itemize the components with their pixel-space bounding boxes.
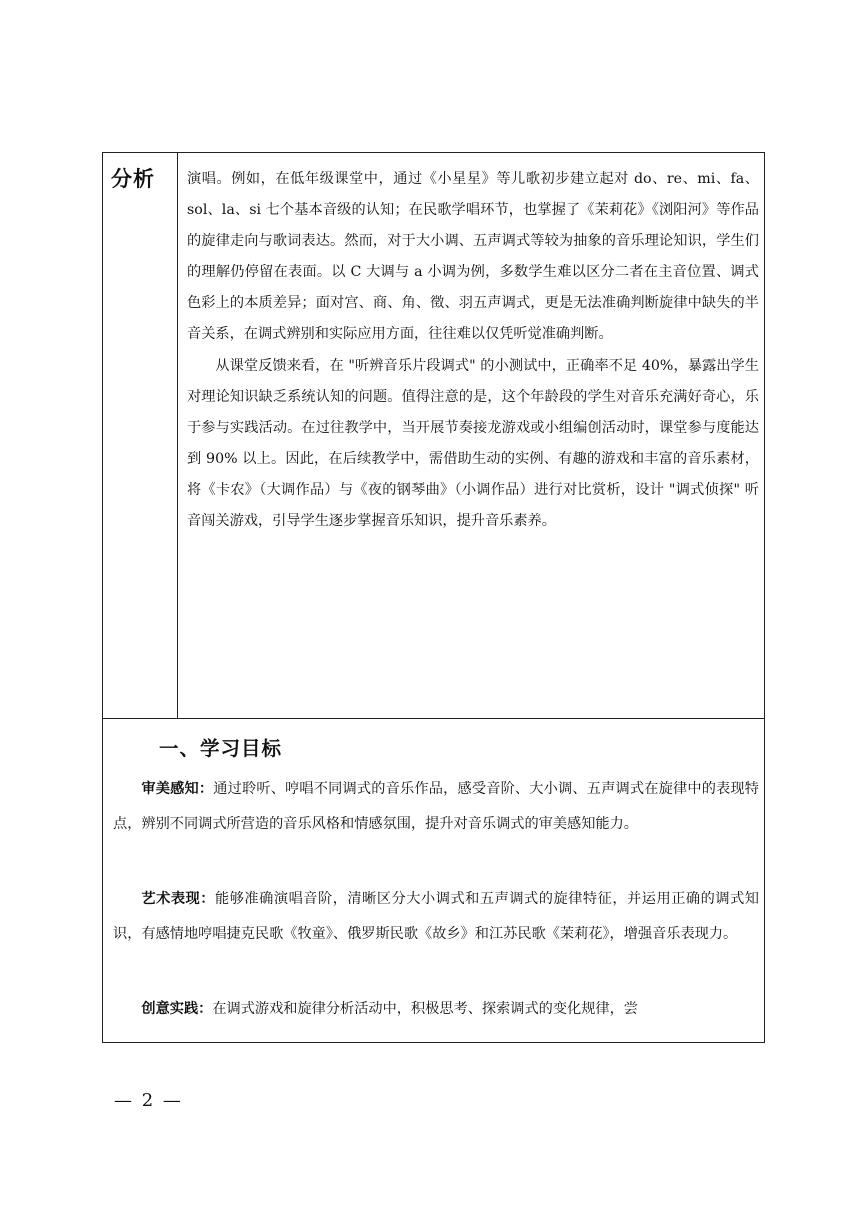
objective-keyword: 审美感知： [141,781,214,797]
analysis-content [187,164,759,537]
row-label-cell [103,153,178,718]
objective-expression [113,882,759,951]
objectives-row [103,719,764,1042]
objective-keyword: 创意实践： [141,1001,213,1017]
objective-keyword: 艺术表现： [141,891,215,907]
content-table [102,152,765,1043]
objective-text: 在调式游戏和旋律分析活动中，积极思考、探索调式的变化规律，尝 [212,1001,638,1017]
objective-text: 能够准确演唱音阶，清晰区分大小调式和五声调式的旋律特征，并运用正确的调式知识，有感情地哼唱捷克民歌《牧童》、俄罗斯民歌《故乡》和江苏民歌《茉莉花》，增强音乐表现力。 [113,891,759,942]
analysis-paragraph-2: 从课堂反馈来看，在 "听辨音乐片段调式" 的小测试中，正确率不足 40%，暴露出学生对理论知识缺乏系统认知的问题。值得注意的是，这个年龄段的学生对音乐充满好奇心，乐于参与实践活动。在过往教学中，当开展节奏接龙游戏或小组编创活动时，课堂参与度能达到 90% 以上。因此，在后续教学中，需借助生动的实例、有趣的游戏和丰富的音乐素材，将《卡农》（大调作品）与《夜的钢琴曲》（小调作品）进行对比赏析，设计 "调式侦探" 听音闯关游戏，引导学生逐步掌握音乐知识，提升音乐素养。 [187,357,759,530]
objective-aesthetic [113,772,759,841]
page-number: — 2 — [114,1090,183,1111]
section-heading: 一、学习目标 [159,737,283,760]
analysis-row [103,153,764,719]
row-label: 分析 [111,167,155,191]
objective-text: 通过聆听、哼唱不同调式的音乐作品，感受音阶、大小调、五声调式在旋律中的表现特点，辨别不同调式所营造的音乐风格和情感氛围，提升对音乐调式的审美感知能力。 [113,781,759,832]
analysis-paragraph-1: 演唱。例如，在低年级课堂中，通过《小星星》等儿歌初步建立起对 do、re、mi、fa、sol、la、si 七个基本音级的认知；在民歌学唱环节，也掌握了《茉莉花》《浏阳河》等作品的旋律走向与歌词表达。然而，对于大小调、五声调式等较为抽象的音乐理论知识，学生们的理解仍停留在表面。以 C 大调与 a 小调为例，多数学生难以区分二者在主音位置、调式色彩上的本质差异；面对宫、商、角、徵、羽五声调式，更是无法准确判断旋律中缺失的半音关系，在调式辨别和实际应用方面，往往难以仅凭听觉准确判断。 [187,171,759,343]
objective-creative [113,992,759,1027]
